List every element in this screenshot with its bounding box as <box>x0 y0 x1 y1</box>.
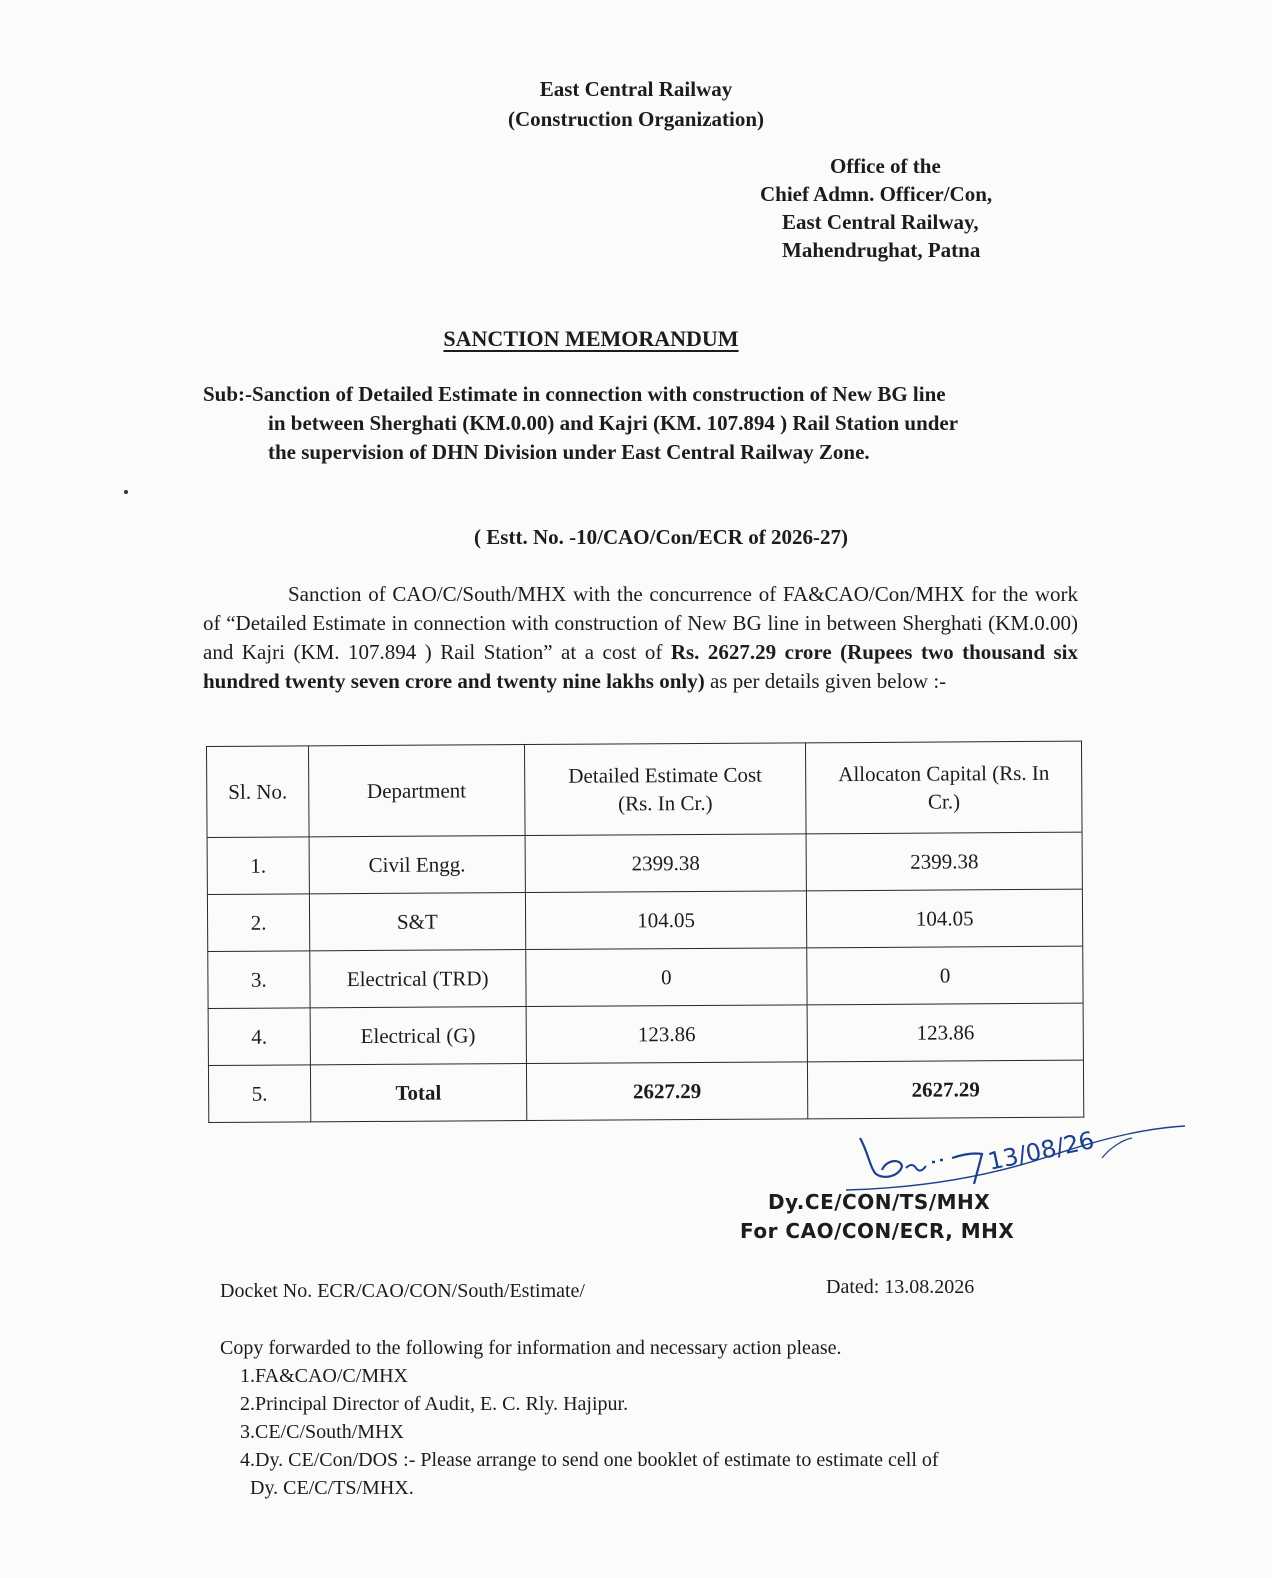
amount-text: Rs. 2627.29 crore (Rupees two thousand six hundred twenty seven crore and twenty nine lakhs only) <box>203 640 1078 693</box>
signatory-designation: Dy.CE/CON/TS/MHX <box>768 1190 991 1214</box>
copy-item: 4.Dy. CE/Con/DOS :- Please arrange to send one booklet of estimate to estimate cell of <box>240 1449 939 1471</box>
cell-allocation: 123.86 <box>807 1003 1083 1062</box>
org-name: East Central Railway <box>539 77 733 101</box>
cell-sl: 5. <box>208 1065 310 1123</box>
stray-dot <box>124 490 128 494</box>
office-line: Office of the <box>830 154 941 178</box>
copy-intro: Copy forwarded to the following for information and necessary action please. <box>220 1337 842 1359</box>
dated: Dated: 13.08.2026 <box>826 1276 975 1298</box>
estimate-number <box>0 525 1272 550</box>
cell-estimate: 0 <box>525 948 807 1007</box>
handwritten-date: 13/08/26 <box>985 1126 1097 1176</box>
signatory-for: For CAO/CON/ECR, MHX <box>740 1219 1015 1243</box>
table-total-row <box>208 1060 1083 1122</box>
table-header-row <box>207 741 1083 837</box>
subject-line: the supervision of DHN Division under East Central Railway Zone. <box>268 440 870 464</box>
memo-title <box>0 326 1272 352</box>
header-estimate: Detailed Estimate Cost (Rs. In Cr.) <box>524 743 806 836</box>
cell-department: Total <box>310 1064 526 1122</box>
cell-sl: 2. <box>207 894 309 952</box>
paragraph-text: Sanction of CAO/C/South/MHX with the concurrence of FA&CAO/Con/MHX for the work of “Detailed Estimate in connection with construction of New BG line in between Sherghati (KM.0.00) and Kajri (KM. 107.894 ) Rail Station” at a cost of <box>203 582 1078 664</box>
copy-item: 1.FA&CAO/C/MHX <box>240 1365 408 1387</box>
cell-estimate: 104.05 <box>525 891 807 950</box>
office-line: Mahendrughat, Patna <box>782 238 981 262</box>
cell-sl: 4. <box>208 1008 310 1066</box>
copy-item: 3.CE/C/South/MHX <box>240 1421 404 1443</box>
paragraph-tail: as per details given below :- <box>704 669 947 693</box>
subject-line: Sub:-Sanction of Detailed Estimate in connection with construction of New BG line <box>203 382 946 406</box>
cell-department: Electrical (TRD) <box>310 950 526 1008</box>
copy-forwarded <box>220 1334 1140 1502</box>
cell-allocation: 2399.38 <box>806 832 1082 891</box>
cell-department: Electrical (G) <box>310 1007 526 1065</box>
memo-title-text: SANCTION MEMORANDUM <box>443 326 739 351</box>
cell-allocation: 104.05 <box>807 889 1083 948</box>
signature-block <box>740 1188 1014 1246</box>
estimate-table <box>206 741 1084 1123</box>
copy-item: 2.Principal Director of Audit, E. C. Rly. Hajipur. <box>240 1393 629 1415</box>
cell-sl: 3. <box>208 951 310 1009</box>
table-row <box>208 946 1083 1008</box>
estimate-number-text: ( Estt. No. -10/CAO/Con/ECR of 2026-27) <box>474 525 848 549</box>
cell-sl: 1. <box>207 837 309 895</box>
cell-estimate: 2399.38 <box>525 834 807 893</box>
sanction-paragraph <box>203 580 1078 696</box>
office-line: Chief Admn. Officer/Con, <box>760 182 993 206</box>
cell-department: S&T <box>309 893 525 951</box>
cell-allocation: 0 <box>807 946 1083 1005</box>
docket-number: Docket No. ECR/CAO/CON/South/Estimate/ <box>220 1280 585 1302</box>
subject-line: in between Sherghati (KM.0.00) and Kajri (KM. 107.894 ) Rail Station under <box>268 411 959 435</box>
table-row <box>207 832 1082 894</box>
org-subname: (Construction Organization) <box>507 107 765 131</box>
table-row <box>208 1003 1083 1065</box>
cell-estimate: 2627.29 <box>526 1062 808 1121</box>
letterhead <box>0 74 1272 134</box>
header-allocation: Allocaton Capital (Rs. In Cr.) <box>806 741 1082 834</box>
office-line: East Central Railway, <box>782 210 979 234</box>
header-department: Department <box>308 745 524 837</box>
cell-department: Civil Engg. <box>309 836 525 894</box>
table-row <box>207 889 1082 951</box>
cell-estimate: 123.86 <box>526 1005 808 1064</box>
header-sl: Sl. No. <box>207 746 309 838</box>
handwritten-signature <box>840 1118 1200 1198</box>
office-address <box>760 152 992 264</box>
cell-allocation: 2627.29 <box>808 1060 1084 1119</box>
copy-item-continued: Dy. CE/C/TS/MHX. <box>250 1477 414 1499</box>
subject <box>203 380 1093 467</box>
